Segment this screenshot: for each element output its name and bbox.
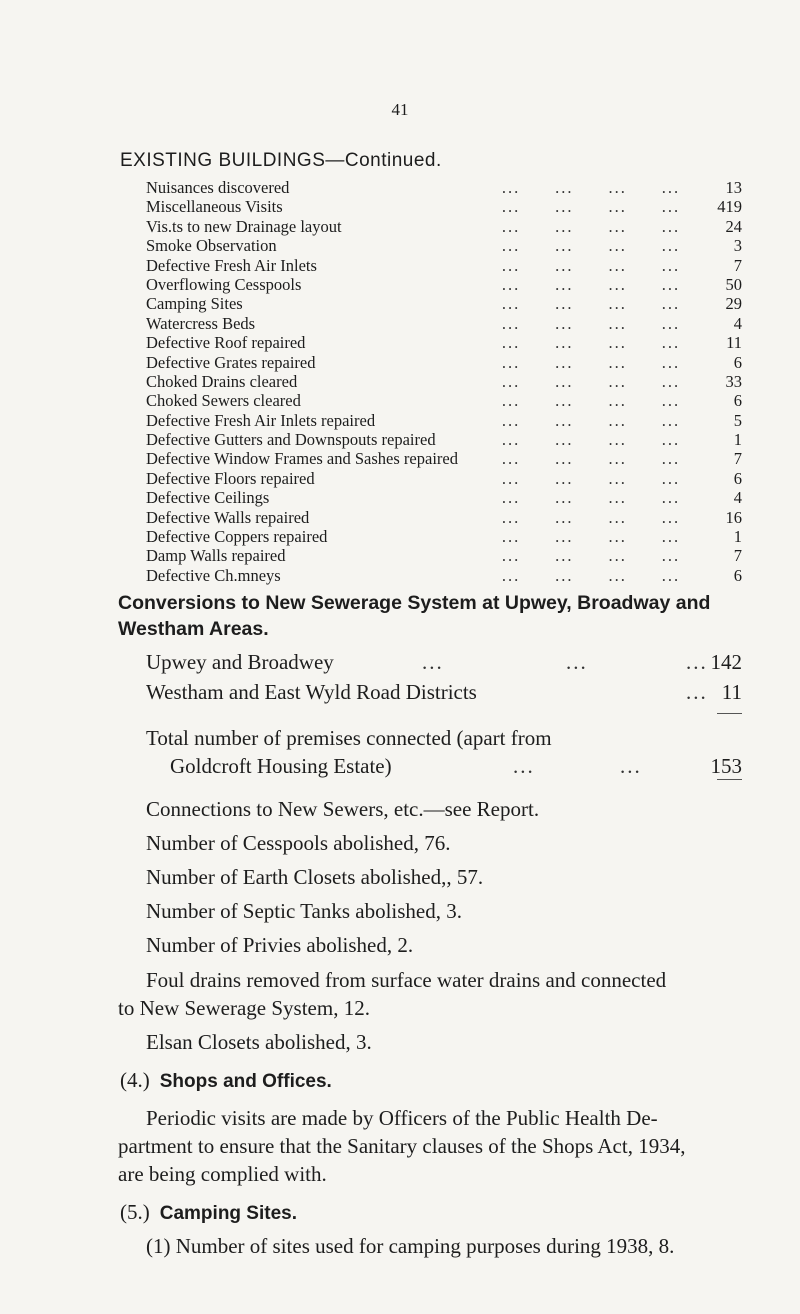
row-label: Smoke Observation (146, 236, 277, 256)
leader-dot-group: ... (501, 468, 521, 488)
row-label: Defective Grates repaired (146, 352, 316, 372)
page-number: 41 (391, 100, 409, 119)
row-label: Defective Fresh Air Inlets repaired (146, 410, 376, 430)
row-value: 3 (733, 236, 742, 256)
leader-dots (496, 391, 686, 410)
row-label: Vis.ts to new Drainage layout (146, 216, 342, 236)
leader-dot-group: ... (608, 371, 627, 391)
leader-dot-group: ... (661, 488, 681, 508)
row-label: Miscellaneous Visits (146, 197, 283, 217)
conversion-row (146, 678, 742, 706)
row-value: 11 (726, 333, 742, 353)
connections-paragraph: Connections to New Sewers, etc.—see Report. (146, 797, 540, 821)
leader-dots: ... (620, 754, 642, 778)
total-row (170, 752, 742, 780)
leader-dot-group: ... (661, 216, 681, 236)
row-label: Damp Walls repaired (146, 546, 286, 566)
leader-dot-group: ... (661, 255, 681, 275)
leader-dot-group: ... (555, 449, 574, 469)
leader-dot-group: ... (555, 468, 574, 488)
leader-dots (496, 411, 686, 430)
leader-dots (496, 256, 686, 275)
leader-dot-group: ... (661, 333, 681, 353)
table-row (146, 527, 742, 546)
row-value: 1 (733, 527, 742, 547)
leader-dots (496, 566, 686, 585)
leader-dots (496, 178, 686, 197)
leader-dot-group: ... (661, 507, 681, 527)
leader-dots (496, 488, 686, 507)
total-label: Total number of premises connected (apart from (146, 726, 552, 750)
leader-dot-group: ... (555, 507, 574, 527)
row-value: 4 (733, 488, 742, 508)
leader-dots: ... (513, 754, 535, 778)
leader-dots (496, 294, 686, 313)
conversions-heading: Conversions to New Sewerage System at Upwey, Broadway and Westham Areas. (118, 592, 711, 640)
row-value: 33 (725, 371, 742, 391)
cesspools-paragraph: Number of Cesspools abolished, 76. (146, 831, 451, 855)
row-label: Nuisances discovered (146, 178, 290, 197)
leader-dot-group: ... (661, 391, 681, 411)
leader-dot-group: ... (555, 313, 574, 333)
leader-dot-group: ... (661, 294, 681, 314)
leader-dot-group: ... (501, 197, 521, 217)
leader-dot-group: ... (661, 546, 681, 566)
row-label: Defective Coppers repaired (146, 527, 328, 547)
leader-dot-group: ... (608, 430, 627, 450)
shops-offices-heading (120, 1066, 332, 1096)
section-title: Camping Sites. (159, 1203, 297, 1224)
leader-dot-group: ... (555, 274, 574, 294)
statistics-table (146, 178, 742, 585)
row-label: Watercress Beds (146, 313, 256, 333)
row-value: 1 (733, 430, 742, 450)
table-row (146, 333, 742, 352)
row-label: Defective Fresh Air Inlets (146, 255, 317, 275)
leader-dot-group: ... (661, 410, 681, 430)
leader-dot-group: ... (555, 294, 574, 314)
section-number: (4.) (120, 1068, 150, 1092)
leader-dots (496, 314, 686, 333)
row-value: 29 (725, 294, 742, 314)
table-row (146, 294, 742, 313)
leader-dots (496, 275, 686, 294)
leader-dot-group: ... (661, 449, 681, 469)
leader-dot-group: ... (555, 430, 574, 450)
leader-dot-group: ... (555, 216, 574, 236)
leader-dot-group: ... (608, 449, 627, 469)
row-label: Defective Window Frames and Sashes repaired (146, 449, 458, 469)
leader-dots (496, 546, 686, 565)
camping-paragraph: (1) Number of sites used for camping purposes during 1938, 8. (146, 1234, 675, 1258)
table-row (146, 275, 742, 294)
table-row (146, 488, 742, 507)
leader-dots (496, 508, 686, 527)
leader-dot-group: ... (661, 236, 681, 256)
table-row (146, 411, 742, 430)
shops-paragraph-line: partment to ensure that the Sanitary clauses of the Shops Act, 1934, (118, 1134, 686, 1158)
leader-dot-group: ... (661, 371, 681, 391)
shops-paragraph-line: Periodic visits are made by Officers of the Public Health De- (146, 1106, 658, 1130)
row-label: Overflowing Cesspools (146, 274, 302, 294)
table-row (146, 197, 742, 216)
conversion-label: Westham and East Wyld Road Districts (146, 680, 477, 704)
leader-dot-group: ... (501, 391, 521, 411)
leader-dots: ... (566, 650, 588, 674)
row-value: 5 (733, 410, 742, 430)
leader-dot-group: ... (608, 546, 627, 566)
leader-dot-group: ... (501, 371, 521, 391)
leader-dot-group: ... (608, 197, 627, 217)
total-rule (717, 779, 742, 780)
table-row (146, 236, 742, 255)
leader-dot-group: ... (555, 178, 574, 197)
leader-dot-group: ... (501, 294, 521, 314)
row-value: 6 (733, 391, 742, 411)
leader-dot-group: ... (608, 333, 627, 353)
leader-dots (496, 469, 686, 488)
leader-dot-group: ... (501, 236, 521, 256)
leader-dot-group: ... (608, 236, 627, 256)
leader-dots: ... (686, 680, 708, 704)
table-row (146, 314, 742, 333)
leader-dot-group: ... (501, 527, 521, 547)
elsan-paragraph: Elsan Closets abolished, 3. (146, 1030, 372, 1054)
leader-dot-group: ... (608, 352, 627, 372)
section-heading: EXISTING BUILDINGS—Continued. (120, 150, 442, 171)
leader-dots (496, 333, 686, 352)
row-label: Choked Sewers cleared (146, 391, 301, 411)
table-row (146, 353, 742, 372)
camping-sites-heading (120, 1198, 297, 1228)
leader-dot-group: ... (608, 410, 627, 430)
leader-dot-group: ... (608, 527, 627, 547)
total-value: 153 (710, 754, 742, 778)
leader-dots: ... (422, 650, 444, 674)
leader-dot-group: ... (608, 294, 627, 314)
leader-dot-group: ... (555, 410, 574, 430)
leader-dot-group: ... (555, 546, 574, 566)
privies-paragraph: Number of Privies abolished, 2. (146, 933, 414, 957)
leader-dot-group: ... (501, 507, 521, 527)
table-row (146, 469, 742, 488)
table-row (146, 217, 742, 236)
leader-dot-group: ... (501, 565, 521, 585)
leader-dot-group: ... (501, 333, 521, 353)
leader-dot-group: ... (501, 546, 521, 566)
leader-dot-group: ... (608, 468, 627, 488)
row-value: 50 (725, 274, 742, 294)
table-row (146, 566, 742, 585)
leader-dot-group: ... (661, 430, 681, 450)
row-value: 4 (733, 313, 742, 333)
sum-rule (717, 713, 742, 714)
row-value: 7 (733, 255, 742, 275)
row-label: Defective Gutters and Downspouts repaired (146, 430, 436, 450)
leader-dot-group: ... (608, 565, 627, 585)
table-row (146, 508, 742, 527)
row-label: Defective Floors repaired (146, 468, 315, 488)
leader-dot-group: ... (555, 333, 574, 353)
table-row (146, 256, 742, 275)
leader-dots (496, 372, 686, 391)
leader-dot-group: ... (608, 391, 627, 411)
earth-closets-paragraph: Number of Earth Closets abolished,, 57. (146, 865, 484, 889)
row-value: 6 (733, 565, 742, 585)
leader-dot-group: ... (555, 391, 574, 411)
row-value: 24 (725, 216, 742, 236)
leader-dot-group: ... (501, 216, 521, 236)
total-line-1 (146, 724, 742, 752)
leader-dot-group: ... (501, 178, 521, 197)
row-value: 7 (733, 546, 742, 566)
leader-dot-group: ... (501, 488, 521, 508)
row-label: Defective Ch.mneys (146, 565, 281, 585)
table-row (146, 546, 742, 565)
row-value: 7 (733, 449, 742, 469)
total-label: Goldcroft Housing Estate) (170, 754, 392, 778)
leader-dot-group: ... (501, 352, 521, 372)
leader-dot-group: ... (501, 449, 521, 469)
leader-dot-group: ... (608, 178, 627, 197)
leader-dot-group: ... (661, 197, 681, 217)
leader-dots (496, 197, 686, 216)
leader-dot-group: ... (555, 565, 574, 585)
leader-dot-group: ... (608, 313, 627, 333)
leader-dot-group: ... (555, 488, 574, 508)
leader-dot-group: ... (608, 488, 627, 508)
leader-dot-group: ... (501, 255, 521, 275)
leader-dot-group: ... (501, 430, 521, 450)
leader-dot-group: ... (661, 352, 681, 372)
table-row (146, 449, 742, 468)
table-row (146, 178, 742, 197)
leader-dots: ... (686, 650, 708, 674)
leader-dot-group: ... (608, 216, 627, 236)
row-label: Choked Drains cleared (146, 371, 298, 391)
row-label: Defective Walls repaired (146, 507, 310, 527)
row-value: 13 (725, 178, 742, 197)
leader-dot-group: ... (555, 255, 574, 275)
leader-dot-group: ... (661, 313, 681, 333)
row-value: 6 (733, 352, 742, 372)
leader-dot-group: ... (608, 255, 627, 275)
leader-dot-group: ... (661, 178, 681, 197)
row-label: Defective Roof repaired (146, 333, 306, 353)
septic-tanks-paragraph: Number of Septic Tanks abolished, 3. (146, 899, 463, 923)
leader-dot-group: ... (608, 507, 627, 527)
leader-dots (496, 236, 686, 255)
foul-drains-paragraph: Foul drains removed from surface water drains and connected (146, 968, 667, 992)
row-label: Camping Sites (146, 294, 243, 314)
leader-dot-group: ... (661, 468, 681, 488)
foul-drains-paragraph-cont: to New Sewerage System, 12. (118, 996, 370, 1020)
row-value: 6 (733, 468, 742, 488)
conversion-value: 11 (721, 680, 742, 704)
section-title: Shops and Offices. (159, 1071, 332, 1092)
leader-dots (496, 430, 686, 449)
row-value: 16 (725, 507, 742, 527)
table-row (146, 391, 742, 410)
leader-dot-group: ... (555, 371, 574, 391)
leader-dot-group: ... (661, 527, 681, 547)
row-label: Defective Ceilings (146, 488, 270, 508)
leader-dots (496, 217, 686, 236)
row-value: 419 (717, 197, 742, 217)
leader-dots (496, 353, 686, 372)
leader-dot-group: ... (661, 565, 681, 585)
leader-dot-group: ... (555, 352, 574, 372)
leader-dot-group: ... (555, 197, 574, 217)
leader-dots (496, 449, 686, 468)
leader-dot-group: ... (501, 274, 521, 294)
shops-paragraph-line: are being complied with. (118, 1162, 327, 1186)
leader-dot-group: ... (501, 313, 521, 333)
leader-dot-group: ... (555, 236, 574, 256)
leader-dots (496, 527, 686, 546)
conversion-row (146, 648, 742, 676)
conversion-label: Upwey and Broadwey (146, 650, 334, 674)
leader-dot-group: ... (501, 410, 521, 430)
table-row (146, 430, 742, 449)
leader-dot-group: ... (608, 274, 627, 294)
table-row (146, 372, 742, 391)
leader-dot-group: ... (555, 527, 574, 547)
conversion-value: 142 (710, 650, 742, 674)
section-number: (5.) (120, 1200, 150, 1224)
leader-dot-group: ... (661, 274, 681, 294)
